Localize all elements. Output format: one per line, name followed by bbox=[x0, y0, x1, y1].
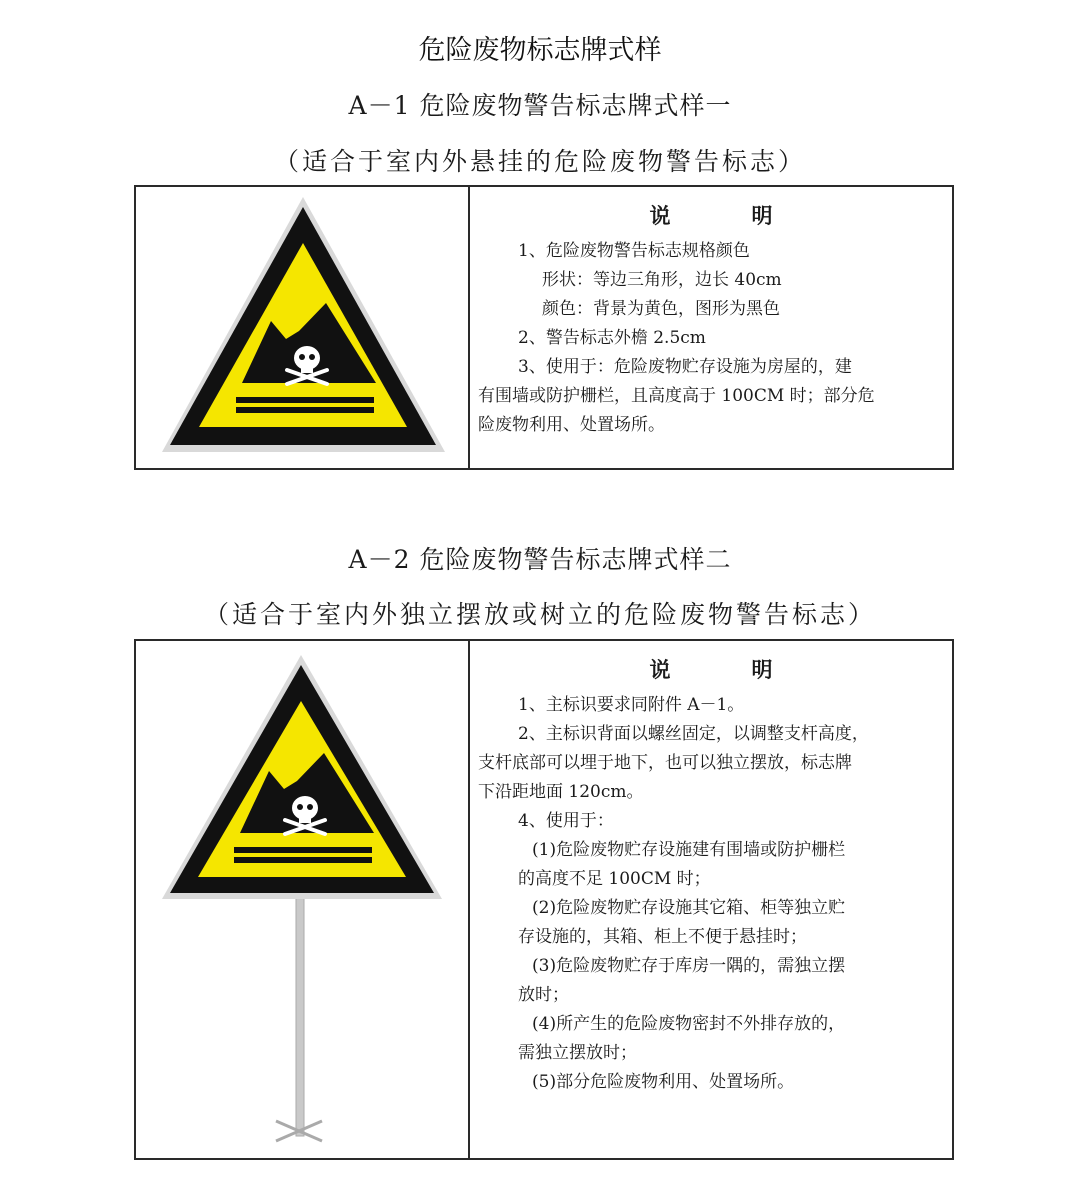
desc-line: 2、主标识背面以螺丝固定，以调整支杆高度， bbox=[518, 724, 869, 744]
desc-line: (2)危险废物贮存设施其它箱、柜等独立贮 bbox=[532, 898, 846, 918]
desc-line: 2、警告标志外檐 2.5cm bbox=[518, 328, 706, 348]
hazard-triangle-icon bbox=[136, 187, 468, 468]
section2-subheading: （适合于室内外独立摆放或树立的危险废物警告标志） bbox=[203, 600, 876, 629]
column-divider bbox=[468, 187, 470, 468]
page-title: 危险废物标志牌式样 bbox=[418, 35, 662, 66]
desc-line: 险废物利用、处置场所。 bbox=[478, 415, 665, 435]
section2-heading: A－2 危险废物警告标志牌式样二 bbox=[348, 545, 732, 574]
desc-line: 下沿距地面 120cm。 bbox=[478, 782, 644, 802]
desc-line: 的高度不足 100CM 时； bbox=[518, 869, 711, 889]
desc-line: 有围墙或防护栅栏，且高度高于 100CM 时；部分危 bbox=[478, 386, 875, 406]
column-divider bbox=[468, 641, 470, 1158]
section1-subheading: （适合于室内外悬挂的危险废物警告标志） bbox=[273, 147, 806, 176]
desc-line: (5)部分危险废物利用、处置场所。 bbox=[532, 1072, 795, 1092]
section1-table bbox=[134, 185, 954, 470]
section2-table bbox=[134, 639, 954, 1160]
desc-line: (3)危险废物贮存于库房一隅的，需独立摆 bbox=[532, 956, 846, 976]
desc-line: 需独立摆放时； bbox=[518, 1043, 637, 1063]
desc-line: (4)所产生的危险废物密封不外排存放的， bbox=[532, 1014, 846, 1034]
desc-line: 3、使用于：危险废物贮存设施为房屋的，建 bbox=[518, 357, 852, 377]
desc-line: 存设施的，其箱、柜上不便于悬挂时； bbox=[518, 927, 807, 947]
section1-heading: A－1 危险废物警告标志牌式样一 bbox=[348, 91, 732, 120]
desc-line: (1)危险废物贮存设施建有围墙或防护栅栏 bbox=[532, 840, 846, 860]
desc-line: 形状：等边三角形，边长 40cm bbox=[542, 270, 782, 290]
desc-line: 4、使用于： bbox=[518, 811, 614, 831]
desc-line: 支杆底部可以埋于地下，也可以独立摆放，标志牌 bbox=[478, 753, 852, 773]
desc-line: 1、主标识要求同附件 A－1。 bbox=[518, 695, 745, 715]
section1-description bbox=[478, 187, 944, 440]
description-title: 说 明 bbox=[649, 204, 803, 228]
pole-icon bbox=[296, 896, 304, 1136]
desc-line: 颜色：背景为黄色，图形为黑色 bbox=[542, 299, 780, 319]
hazard-sign-on-pole-icon bbox=[136, 641, 468, 1158]
description-title: 说 明 bbox=[649, 658, 803, 682]
section2-description bbox=[478, 641, 944, 1097]
desc-line: 放时； bbox=[518, 985, 569, 1005]
desc-line: 1、危险废物警告标志规格颜色 bbox=[518, 241, 750, 261]
